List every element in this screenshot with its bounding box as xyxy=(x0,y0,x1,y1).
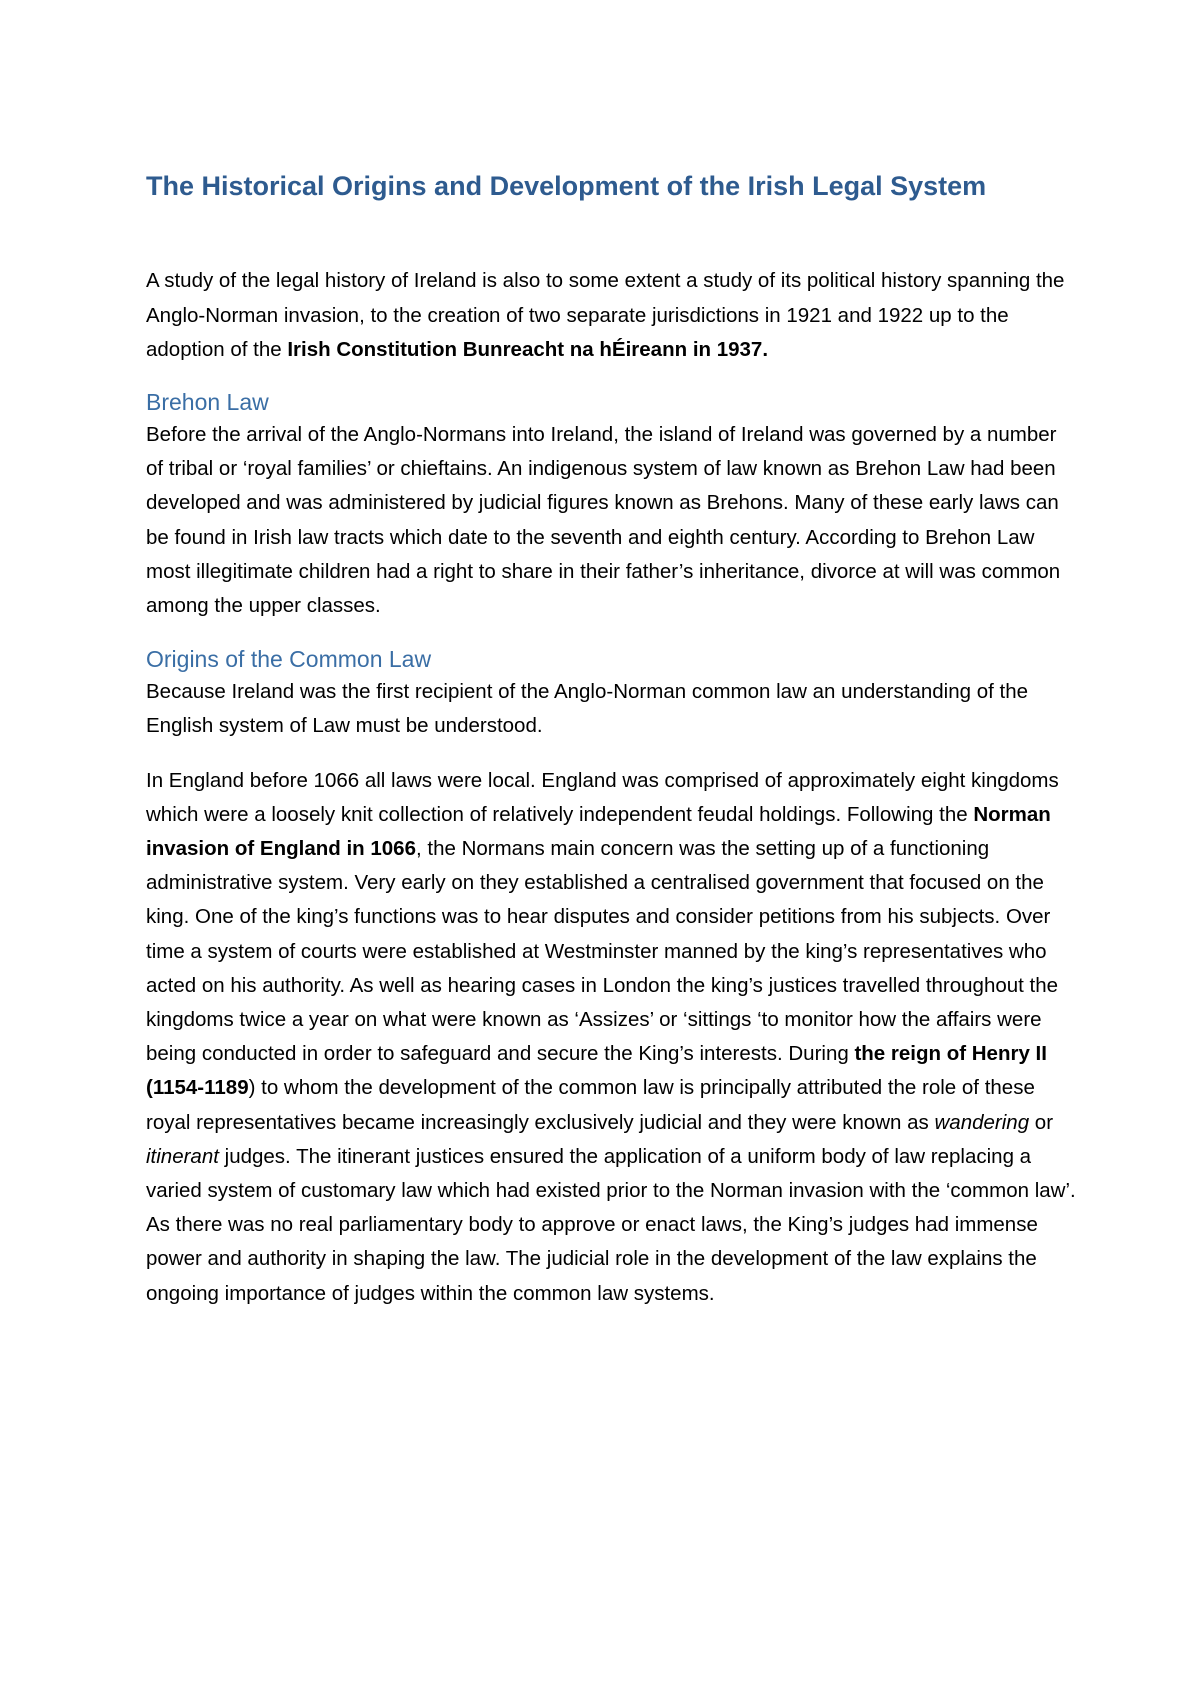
para2-text-1: In England before 1066 all laws were local. England was comprised of approximately eight kingdoms which were a loosely knit collection of relatively independent feudal holdings. Following the xyxy=(146,768,1059,826)
para2-text-2: , the Normans main concern was the setting up of a functioning administrative system. Very early on they established a centralised government that focused on the king. One of the king’s functions was to hear disputes and consider petitions from his subjects. Over time a system of courts were established at Westminster manned by the king’s representatives who acted on his authority. As well as hearing cases in London the king’s justices travelled throughout the kingdoms twice a year on what were known as ‘Assizes’ or ‘sittings ‘to monitor how the affairs were being conducted in order to safeguard and secure the King’s interests. During xyxy=(146,837,1059,1066)
document-page xyxy=(146,170,1076,1311)
para2-text-4: or xyxy=(1029,1110,1054,1134)
para2-text-5: judges. The itinerant justices ensured the application of a uniform body of law replacing a varied system of customary law which had existed prior to the Norman invasion with the ‘common law’. As there was no real parliamentary body to approve or enact laws, the King’s judges had immense power and authority in shaping the law. The judicial role in the development of the law explains the ongoing importance of judges within the common law systems. xyxy=(146,1144,1076,1305)
para2-italic-1: wandering xyxy=(934,1110,1030,1134)
common-law-paragraph-2 xyxy=(146,764,1076,1311)
common-law-paragraph-1: Because Ireland was the first recipient of the Anglo-Norman common law an understanding of the English system of Law must be understood. xyxy=(146,680,1028,738)
brehon-law-paragraph: Before the arrival of the Anglo-Normans into Ireland, the island of Ireland was governed by a number of tribal or ‘royal families’ or chieftains. An indigenous system of law known as Brehon Law had been developed and was administered by judicial figures known as Brehons. Many of these early laws can be found in Irish law tracts which date to the seventh and eighth century. According to Brehon Law most illegitimate children had a right to share in their father’s inheritance, divorce at will was common among the upper classes. xyxy=(146,423,1061,618)
brehon-law-heading: Brehon Law xyxy=(146,389,269,415)
intro-bold-text: Irish Constitution Bunreacht na hÉireann in 1937. xyxy=(287,337,769,361)
para2-italic-2: itinerant xyxy=(146,1144,219,1168)
document-title: The Historical Origins and Development of the Irish Legal System xyxy=(146,171,987,201)
intro-text: A study of the legal history of Ireland is also to some extent a study of its political history spanning the Anglo-Norman invasion, to the creation of two separate jurisdictions in 1921 and 1922 up to the adoption of the xyxy=(146,269,1065,361)
intro-paragraph xyxy=(146,264,1076,367)
para2-bold-2: the reign of Henry II (1154-1189 xyxy=(146,1042,1047,1100)
common-law-heading: Origins of the Common Law xyxy=(146,646,432,673)
para2-bold-1: Norman invasion of England in 1066 xyxy=(146,802,1051,861)
para2-text-3: ) to whom the development of the common law is principally attributed the role of these royal representatives became increasingly exclusively judicial and they were known as xyxy=(146,1076,1035,1134)
